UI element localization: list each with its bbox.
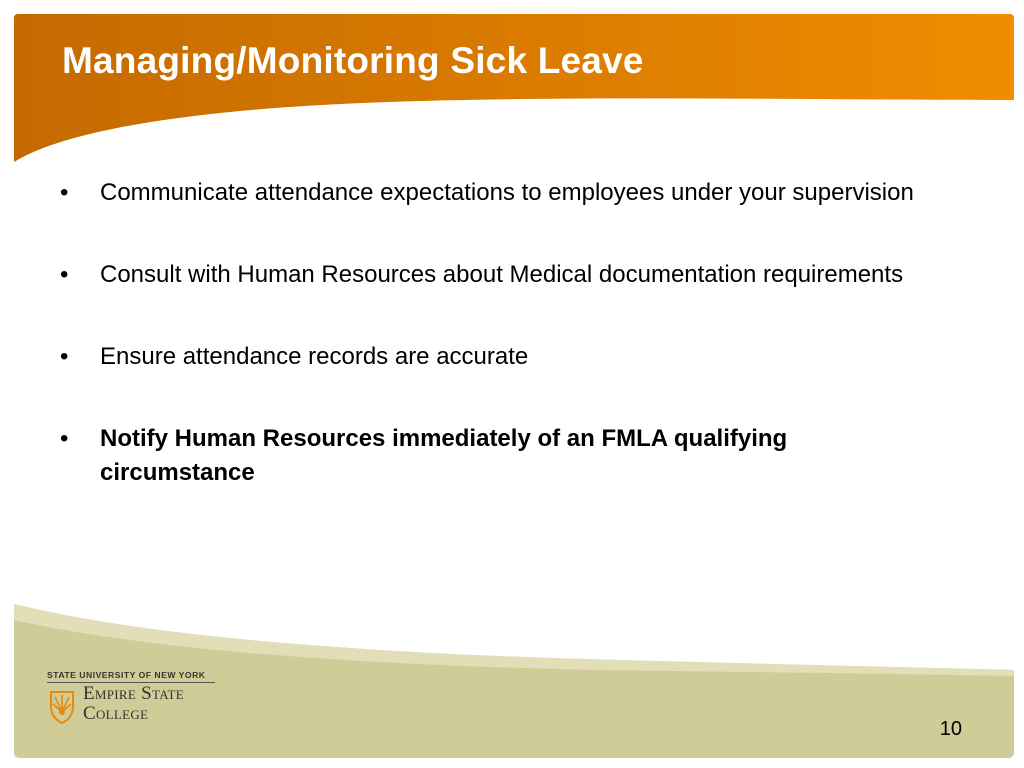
bullet-glyph: •	[60, 425, 69, 452]
bullet-item	[58, 340, 938, 374]
logo-name-line1: Empire State	[83, 683, 184, 704]
bullet-glyph: •	[60, 179, 69, 206]
bullet-item	[58, 176, 938, 210]
bullet-item-emphasized	[58, 422, 938, 490]
header-band	[0, 0, 1024, 200]
logo-name-line2: College	[83, 703, 149, 724]
bullet-glyph: •	[60, 343, 69, 370]
bullet-text: Notify Human Resources immediately of an FMLA qualifying circumstance	[100, 425, 788, 486]
slide-number: 10	[939, 718, 962, 740]
bullet-glyph: •	[60, 261, 69, 288]
sunburst-shield-icon	[49, 686, 75, 724]
bullet-item	[58, 258, 938, 292]
bullet-list	[58, 176, 938, 538]
college-logo	[47, 670, 219, 728]
bullet-text: Communicate attendance expectations to employees under your supervision	[100, 179, 914, 206]
bullet-text: Ensure attendance records are accurate	[100, 343, 529, 370]
bullet-text: Consult with Human Resources about Medical documentation requirements	[100, 261, 904, 288]
logo-top-line: STATE UNIVERSITY OF NEW YORK	[47, 670, 206, 680]
slide-title: Managing/Monitoring Sick Leave	[62, 40, 644, 81]
